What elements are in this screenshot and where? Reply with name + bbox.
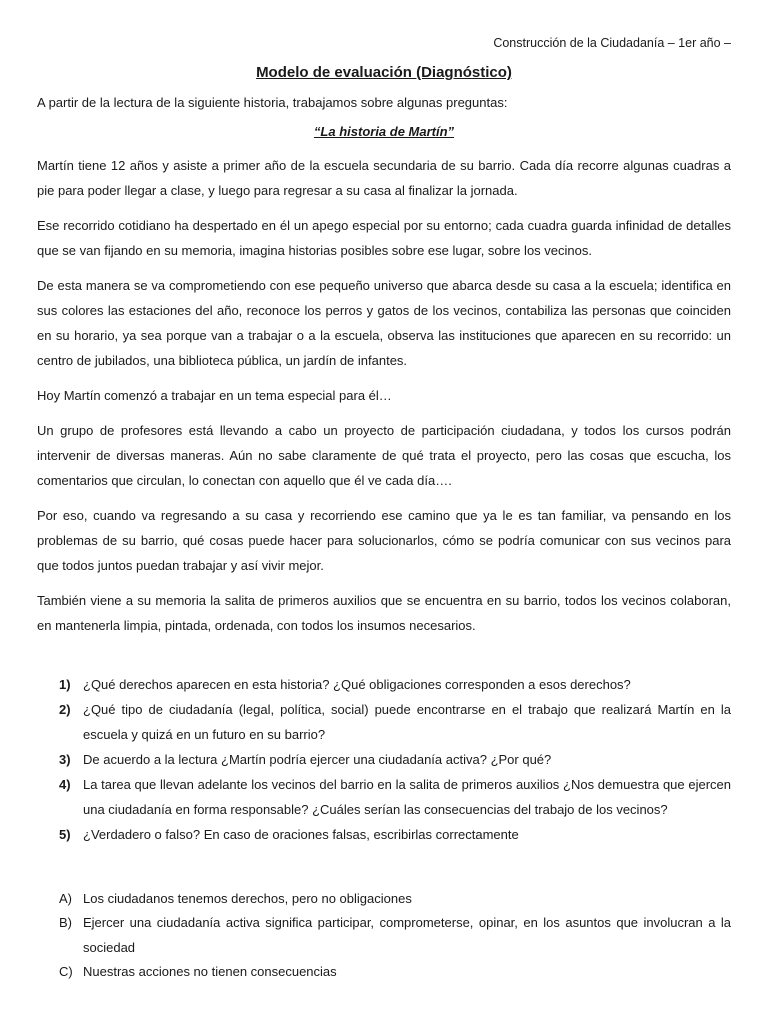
question-item: [37, 747, 731, 772]
question-item: [37, 697, 731, 747]
statement-item: [37, 886, 731, 911]
statement-letter: A): [59, 891, 72, 906]
question-text: ¿Qué derechos aparecen en esta historia? ¿Qué obligaciones corresponden a esos derechos?: [83, 677, 631, 692]
true-false-list: [37, 886, 731, 983]
question-text: La tarea que llevan adelante los vecinos del barrio en la salita de primeros auxilios ¿Nos demuestra que ejercen una ciudadanía en forma responsable? ¿Cuáles serían las consecuencias del trabajo de los vecinos?: [83, 777, 731, 817]
question-item: [37, 672, 731, 697]
question-text: ¿Qué tipo de ciudadanía (legal, política, social) puede encontrarse en el trabajo que realizará Martín en la escuela y quizá en un futuro en su barrio?: [83, 702, 731, 742]
document-title: Modelo de evaluación (Diagnóstico): [256, 64, 512, 81]
question-number: 2): [59, 702, 71, 717]
question-item: [37, 772, 731, 822]
story-paragraph: Ese recorrido cotidiano ha despertado en él un apego especial por su entorno; cada cuadra guarda infinidad de detalles que se van fijando en su memoria, imagina historias posibles sobre ese lugar, sobre los vecinos.: [37, 218, 731, 258]
question-item: [37, 822, 731, 847]
statement-item: [37, 910, 731, 960]
statement-letter: C): [59, 964, 73, 979]
statement-letter: B): [59, 915, 72, 930]
question-text: ¿Verdadero o falso? En caso de oraciones falsas, escribirlas correctamente: [83, 827, 519, 842]
course-header: Construcción de la Ciudadanía – 1er año –: [493, 36, 731, 50]
story-paragraph: Un grupo de profesores está llevando a cabo un proyecto de participación ciudadana, y todos los cursos podrán intervenir de diversas maneras. Aún no sabe claramente de qué trata el proyecto, pero las cosas que escucha, los comentarios que circulan, lo conectan con aquello que él ve cada día….: [37, 423, 731, 488]
statement-text: Los ciudadanos tenemos derechos, pero no obligaciones: [83, 891, 412, 906]
statement-text: Ejercer una ciudadanía activa significa participar, comprometerse, opinar, en los asuntos que involucran a la sociedad: [83, 915, 731, 955]
question-list: [37, 672, 731, 847]
statement-item: [37, 959, 731, 984]
question-text: De acuerdo a la lectura ¿Martín podría ejercer una ciudadanía activa? ¿Por qué?: [83, 752, 552, 767]
story-paragraph: También viene a su memoria la salita de primeros auxilios que se encuentra en su barrio, todos los vecinos colaboran, en mantenerla limpia, pintada, ordenada, con todos los insumos necesarios.: [37, 593, 731, 633]
question-number: 4): [59, 777, 71, 792]
question-number: 1): [59, 677, 71, 692]
question-number: 3): [59, 752, 71, 767]
story-paragraph: Martín tiene 12 años y asiste a primer año de la escuela secundaria de su barrio. Cada día recorre algunas cuadras a pie para poder llegar a clase, y luego para regresar a su casa al finalizar la jornada.: [37, 158, 731, 198]
story-paragraph: Por eso, cuando va regresando a su casa y recorriendo ese camino que ya le es tan familiar, va pensando en los problemas de su barrio, qué cosas puede hacer para solucionarlos, cómo se podría comunicar con sus vecinos para que todos juntos puedan trabajar y así vivir mejor.: [37, 508, 731, 573]
question-number: 5): [59, 827, 71, 842]
story-paragraph: Hoy Martín comenzó a trabajar en un tema especial para él…: [37, 388, 392, 403]
story-body: [37, 153, 731, 648]
statement-text: Nuestras acciones no tienen consecuencias: [83, 964, 337, 979]
story-paragraph: De esta manera se va comprometiendo con ese pequeño universo que abarca desde su casa a la escuela; identifica en sus colores las estaciones del año, reconoce los perros y gatos de los vecinos, contabiliza las personas que coinciden en su horario, ya sea porque van a trabajar o a la escuela, observa las instituciones que aparecen en su recorrido: un centro de jubilados, una biblioteca pública, un jardín de infantes.: [37, 278, 731, 368]
intro-text: A partir de la lectura de la siguiente historia, trabajamos sobre algunas preguntas:: [37, 95, 508, 110]
story-title: “La historia de Martín”: [313, 124, 455, 139]
